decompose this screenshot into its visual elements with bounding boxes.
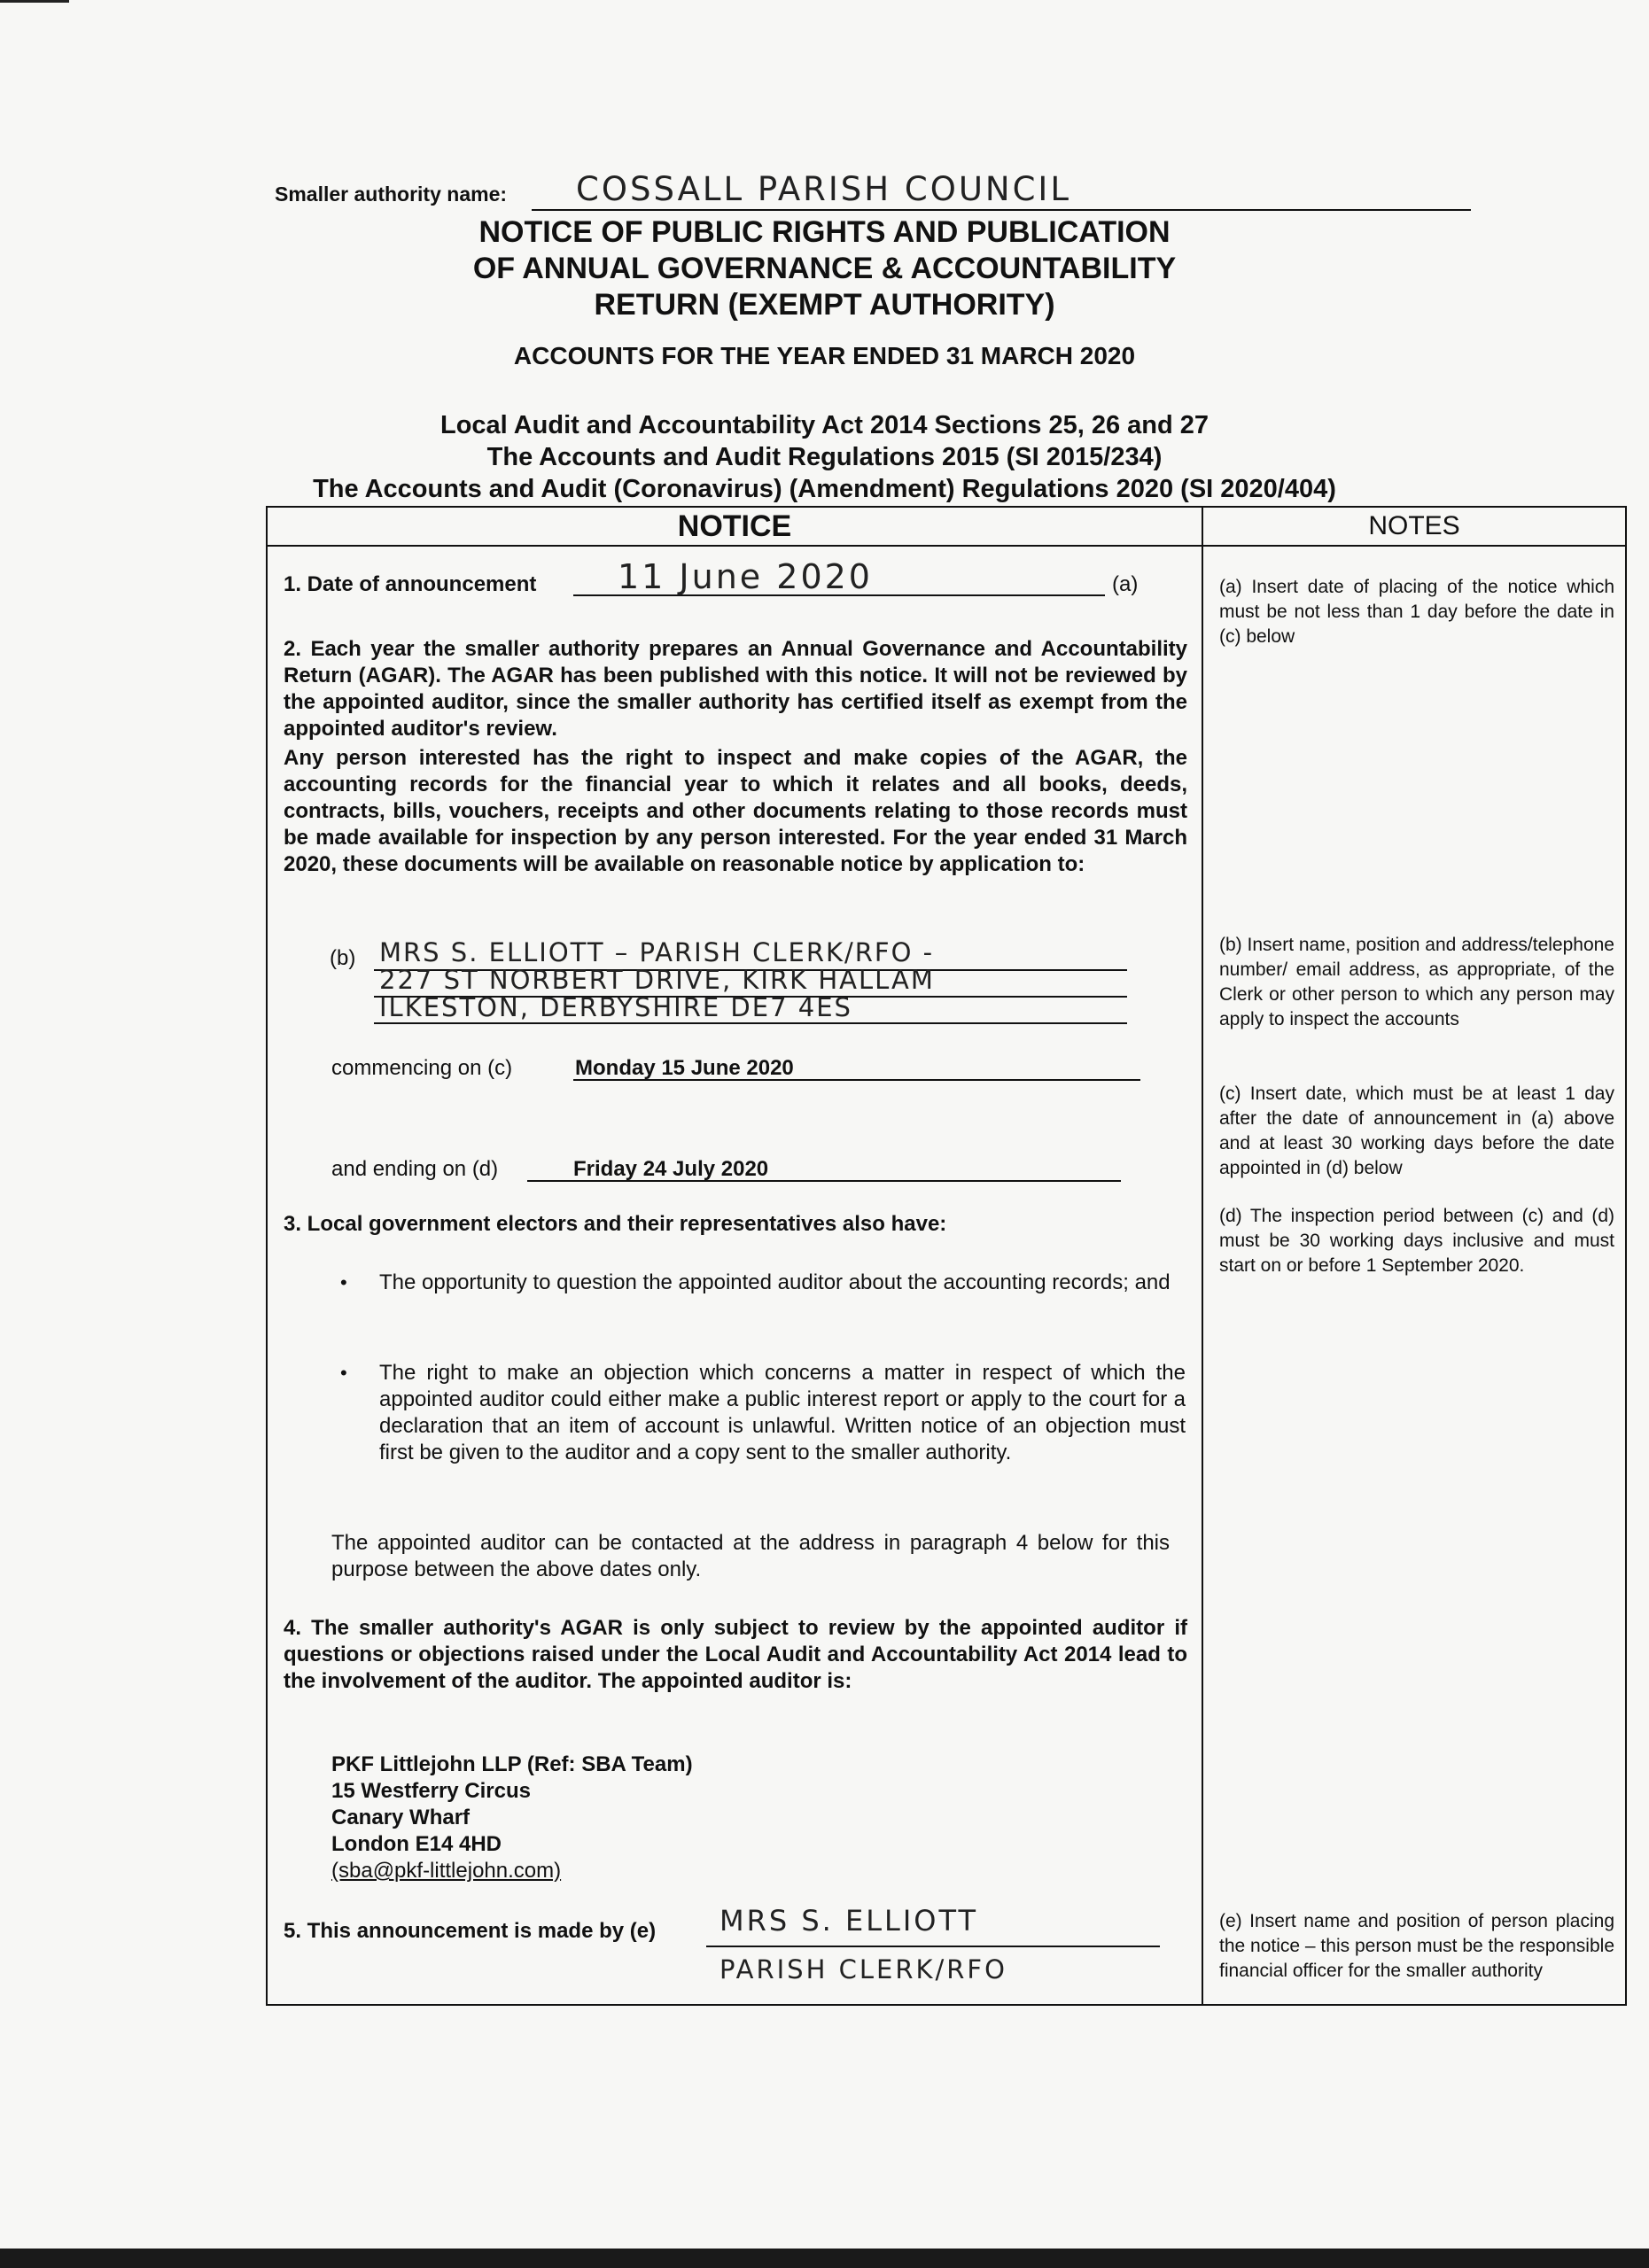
auditor-contact-note: The appointed auditor can be contacted at the address in paragraph 4 below for this purpose between the above dates only. xyxy=(331,1531,1170,1581)
accounts-year-heading: ACCOUNTS FOR THE YEAR ENDED 31 MARCH 2020 xyxy=(513,342,1136,369)
contact-underline-3 xyxy=(374,1022,1127,1024)
inspection-rights-paragraph: Any person interested has the right to inspect and make copies of the AGAR, the accounting records for the financial year to which it relates and all books, deeds, contracts, bills, vouchers, receipts and other documents relating to those records must be made available for inspection by any person interested. For the year ended 31 March 2020, these documents will be available on reasonable notice by application to: xyxy=(284,746,1187,876)
commencing-label: commencing on (c) xyxy=(331,1056,513,1080)
note-a: (a) Insert date of placing of the notice which must be not less than 1 day before the date in (c) below xyxy=(1219,577,1614,647)
ending-value: Friday 24 July 2020 xyxy=(573,1157,769,1181)
agar-publication-paragraph: 2. Each year the smaller authority prepares an Annual Governance and Accountability Return (AGAR). The AGAR has been published with this notice. It will not be reviewed by the appointed auditor, since the smaller authority has certified itself as exempt from the appointed auditor's review. xyxy=(284,637,1187,741)
authority-value: COSSALL PARISH COUNCIL xyxy=(576,170,1071,208)
title-line-3: RETURN (EXEMPT AUTHORITY) xyxy=(594,288,1055,322)
auditor-address-line-3: Canary Wharf xyxy=(331,1806,471,1829)
scan-corner-mark xyxy=(0,0,69,3)
regulation-line-1: Local Audit and Accountability Act 2014 Sections 25, 26 and 27 xyxy=(439,411,1210,439)
bullet-dot-icon: • xyxy=(340,1362,347,1384)
bullet-question-auditor xyxy=(284,1270,1187,1332)
auditor-address-line-4: London E14 4HD xyxy=(331,1832,502,1856)
announcement-date-label: 1. Date of announcement xyxy=(284,572,537,596)
bullet-dot-icon: • xyxy=(340,1271,347,1293)
ending-label: and ending on (d) xyxy=(331,1157,499,1181)
bullet-text: The right to make an objection which concerns a matter in respect of which the appointed auditor could either make a public interest report or apply to the court for a declaration that an item of account is unlawful. Written notice of an objection must first be given to the auditor and a copy sent to the smaller authority. xyxy=(379,1361,1186,1464)
regulation-line-3: The Accounts and Audit (Coronavirus) (Amendment) Regulations 2020 (SI 2020/404) xyxy=(313,475,1336,503)
regulation-line-2: The Accounts and Audit Regulations 2015 (SI 2015/234) xyxy=(486,443,1163,471)
announcement-date-value: 11 June 2020 xyxy=(618,557,873,596)
contact-b-label: (b) xyxy=(330,946,356,970)
notice-table xyxy=(266,506,1627,2006)
announcement-by-underline xyxy=(706,1946,1160,1947)
commencing-value: Monday 15 June 2020 xyxy=(575,1056,794,1080)
title-line-2: OF ANNUAL GOVERNANCE & ACCOUNTABILITY xyxy=(472,252,1177,285)
notice-column-heading: NOTICE xyxy=(677,509,792,543)
notes-column-heading: NOTES xyxy=(1368,511,1460,540)
auditor-email-link[interactable]: (sba@pkf-littlejohn.com) xyxy=(331,1859,562,1883)
header-divider xyxy=(268,545,1625,547)
regulations-block xyxy=(0,409,1649,505)
announcement-date-suffix: (a) xyxy=(1112,572,1139,596)
bullet-objection-right xyxy=(284,1360,1187,1502)
auditor-address-line-1: PKF Littlejohn LLP (Ref: SBA Team) xyxy=(331,1752,693,1776)
authority-label: Smaller authority name: xyxy=(275,183,508,206)
authority-underline xyxy=(532,209,1471,211)
bullet-text: The opportunity to question the appointed auditor about the accounting records; and xyxy=(379,1270,1171,1294)
announcement-by-name: MRS S. ELLIOTT xyxy=(719,1904,979,1938)
note-e: (e) Insert name and position of person placing the notice – this person must be the responsible financial officer for the smaller authority xyxy=(1219,1911,1614,1981)
note-b: (b) Insert name, position and address/telephone number/ email address, as appropriate, of the Clerk or other person to which any person may apply to inspect the accounts xyxy=(1219,935,1614,1029)
column-divider xyxy=(1202,508,1203,2004)
announcement-by-position: PARISH CLERK/RFO xyxy=(719,1954,1007,1984)
auditor-address xyxy=(331,1751,1129,1884)
authority-name-row xyxy=(275,168,1480,213)
auditor-review-paragraph: 4. The smaller authority's AGAR is only subject to review by the appointed auditor if questions or objections raised under the Local Audit and Accountability Act 2014 lead to the involvement of the auditor. The appointed auditor is: xyxy=(284,1616,1187,1693)
page-title xyxy=(0,214,1649,323)
auditor-address-line-2: 15 Westferry Circus xyxy=(331,1779,531,1803)
electors-rights-heading: 3. Local government electors and their representatives also have: xyxy=(284,1212,947,1236)
contact-line-3: ILKESTON, DERBYSHIRE DE7 4ES xyxy=(379,992,852,1022)
title-line-1: NOTICE OF PUBLIC RIGHTS AND PUBLICATION xyxy=(478,215,1171,249)
contact-line-1: MRS S. ELLIOTT – PARISH CLERK/RFO - xyxy=(379,937,935,967)
note-d: (d) The inspection period between (c) and (d) must be 30 working days inclusive and must start on or before 1 September 2020. xyxy=(1219,1206,1614,1276)
contact-line-2: 227 ST NORBERT DRIVE, KIRK HALLAM xyxy=(379,965,935,995)
scan-bottom-band xyxy=(0,2249,1649,2268)
announcement-by-label: 5. This announcement is made by (e) xyxy=(284,1919,657,1943)
note-c: (c) Insert date, which must be at least 1 day after the date of announcement in (a) above and at least 30 working days before the date appointed in (d) below xyxy=(1219,1084,1614,1178)
